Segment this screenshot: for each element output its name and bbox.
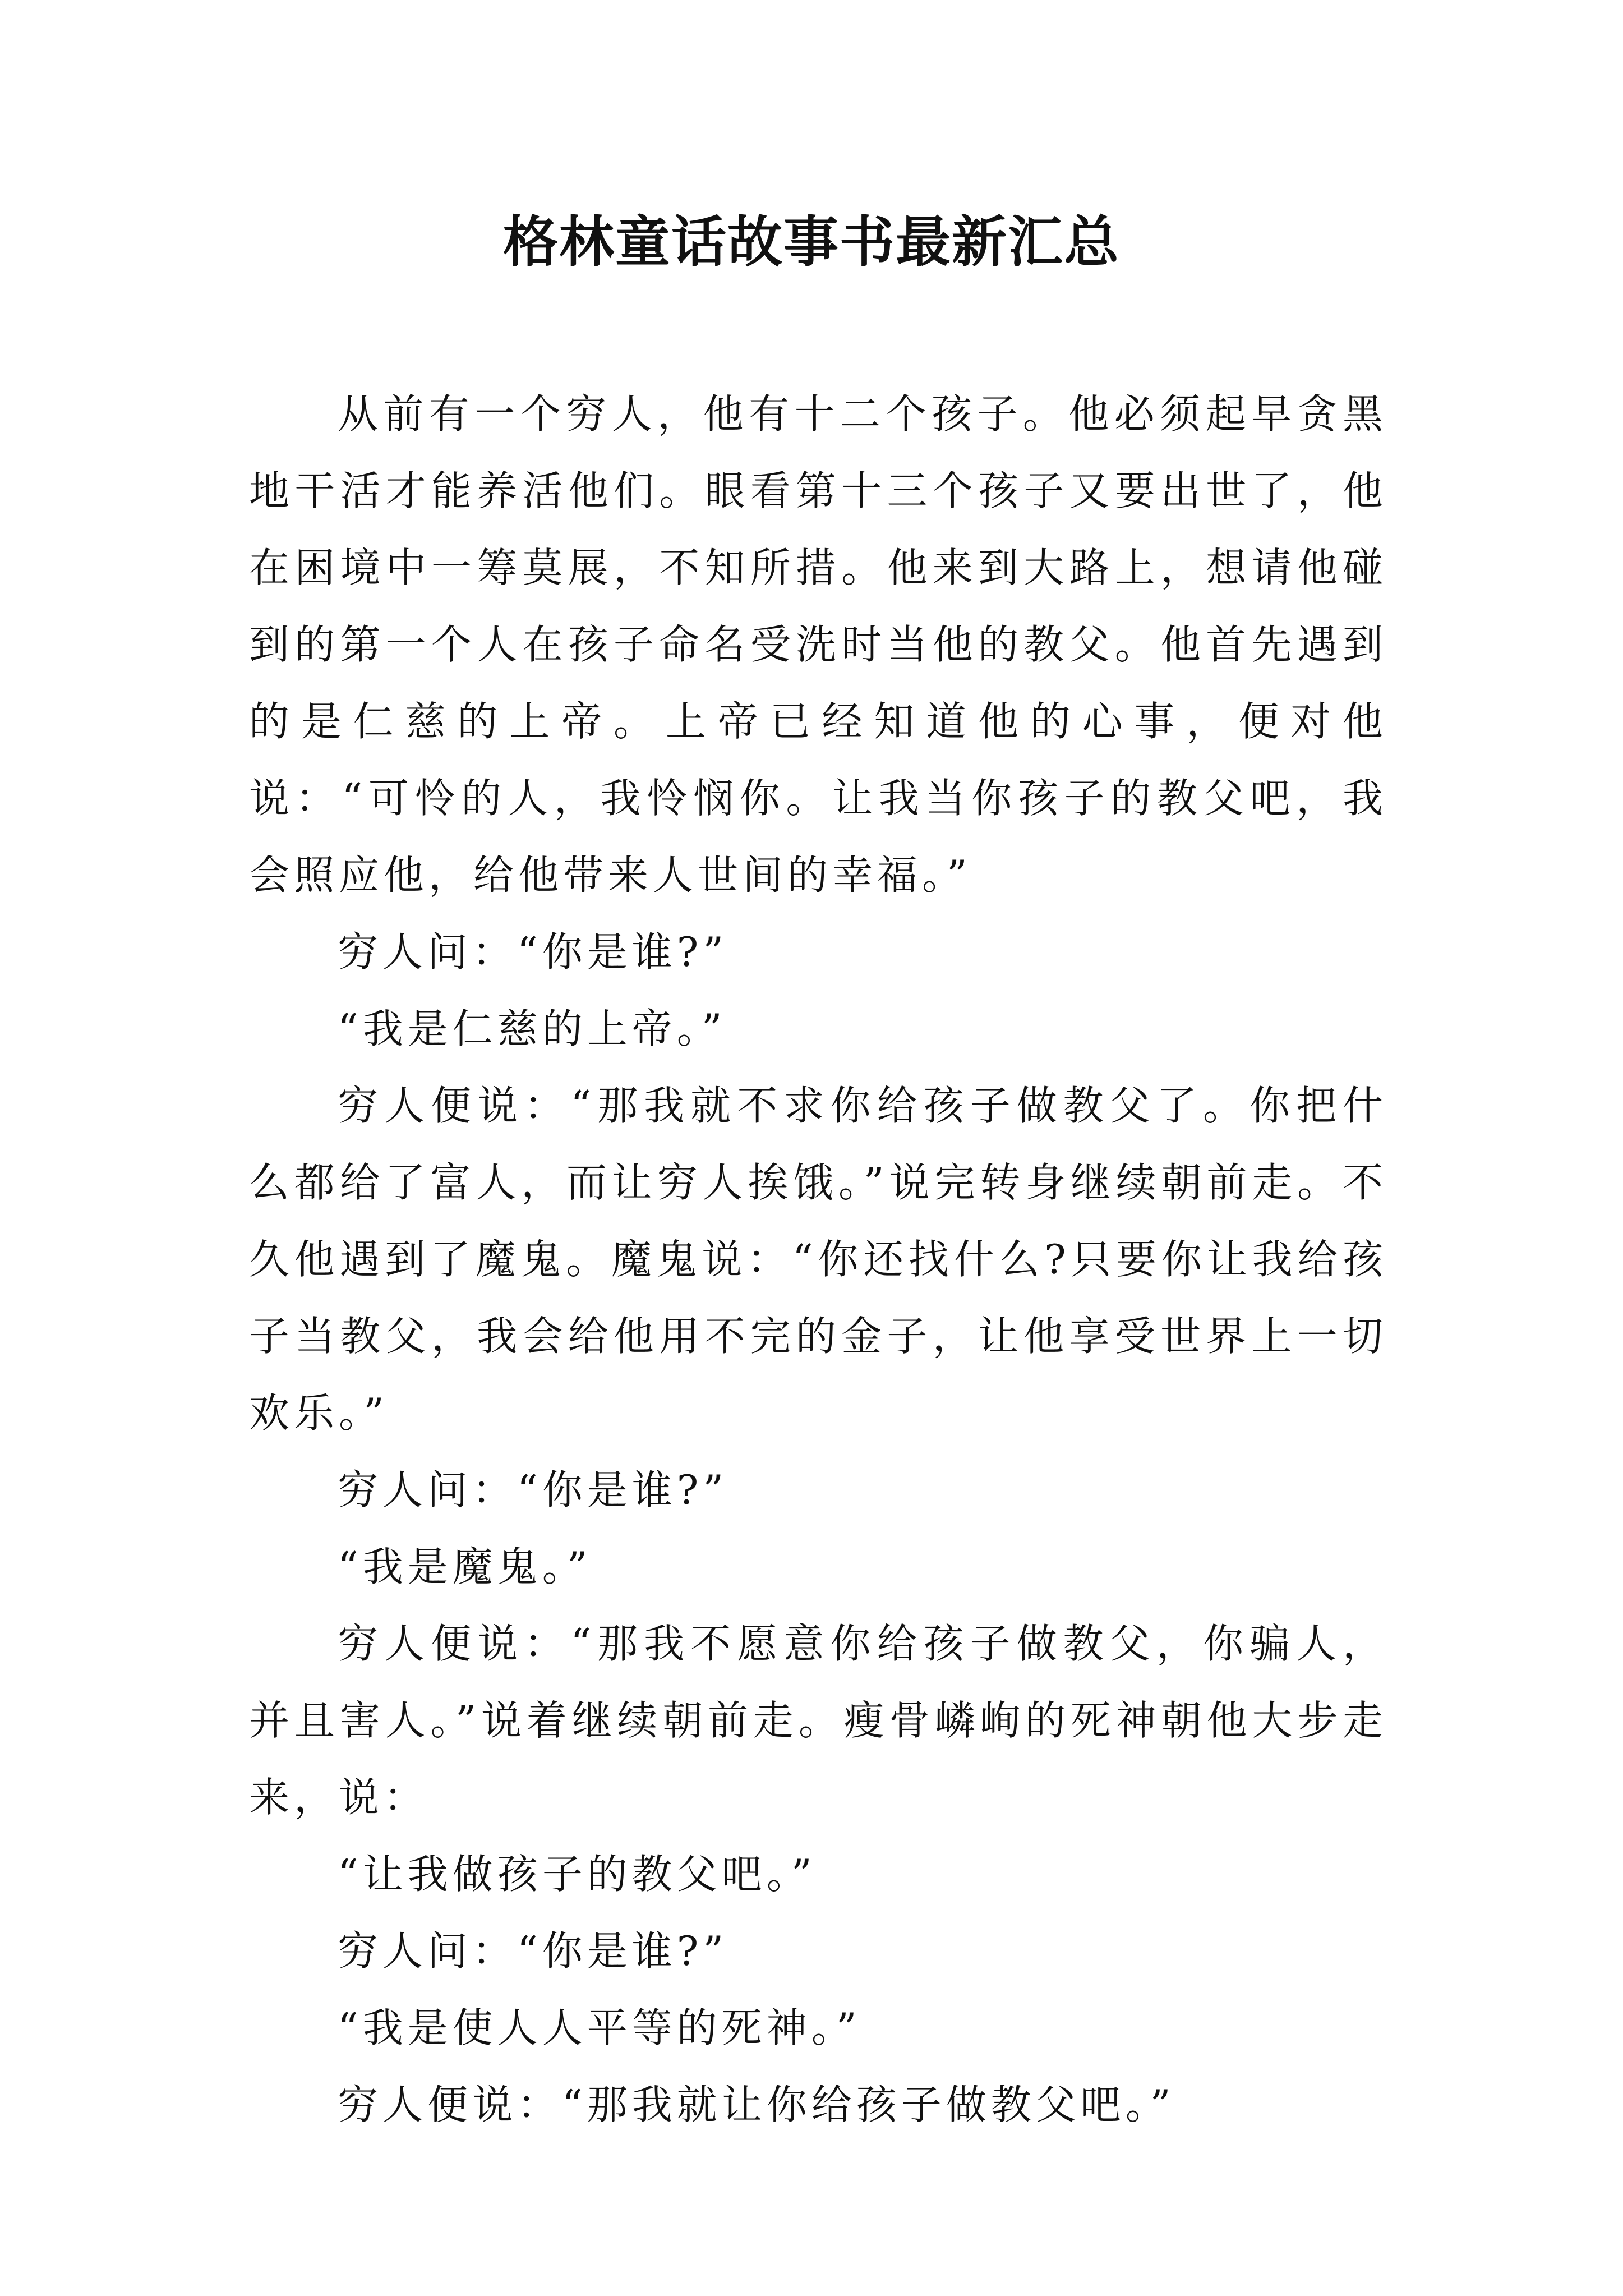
paragraph-9: 穷人问：“你是谁?” xyxy=(338,1927,728,1975)
paragraph-1: 从前有一个穷人，他有十二个孩子。他必须起早贪黑地干活才能养活他们。眼看第十三个孩子又要出世了，他在困境中一筹莫展，不知所措。他来到大路上，想请他碰到的第一个人在孩子命名受洗时当他的教父。他首先遇到的是仁慈的上帝。上帝已经知道他的心事，便对他说：“可怜的人，我怜悯你。让我当你孩子的教父吧，我会照应他，给他带来人世间的幸福。” xyxy=(249,390,1387,899)
paragraph-8: “让我做孩子的教父吧。” xyxy=(338,1851,817,1898)
paragraph-3: “我是仁慈的上帝。” xyxy=(338,1005,727,1052)
paragraph-6: “我是魔鬼。” xyxy=(338,1543,592,1590)
page-title: 格林童话故事书最新汇总 xyxy=(502,210,1120,274)
paragraph-7: 穷人便说：“那我不愿意你给孩子做教父，你骗人，并且害人。”说着继续朝前走。瘦骨嶙峋的死神朝他大步走来，说： xyxy=(249,1620,1387,1821)
paragraph-4: 穷人便说：“那我就不求你给孩子做教父了。你把什么都给了富人，而让穷人挨饿。”说完转身继续朝前走。不久他遇到了魔鬼。魔鬼说：“你还找什么?只要你让我给孩子当教父，我会给他用不完的金子，让他享受世界上一切欢乐。” xyxy=(249,1082,1387,1437)
document-body xyxy=(249,376,1387,2143)
paragraph-10: “我是使人人平等的死神。” xyxy=(338,2004,861,2051)
paragraph-2: 穷人问：“你是谁?” xyxy=(338,928,728,976)
paragraph-11: 穷人便说：“那我就让你给孩子做教父吧。” xyxy=(338,2081,1175,2128)
paragraph-5: 穷人问：“你是谁?” xyxy=(338,1466,728,1513)
